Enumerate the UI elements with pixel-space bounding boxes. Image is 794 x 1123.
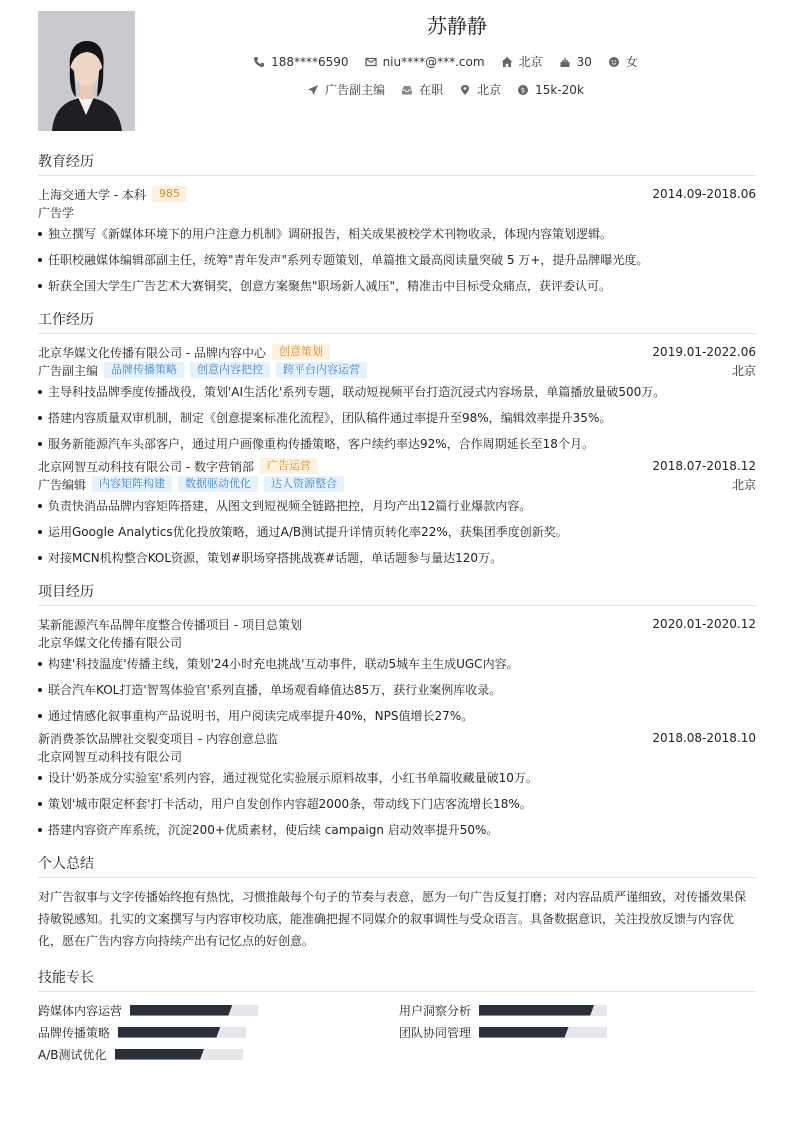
- project-name: 某新能源汽车品牌年度整合传播项目 - 项目总策划: [38, 617, 302, 632]
- candidate-name: 苏静静: [427, 14, 487, 38]
- skill-bar-fill: [479, 1027, 569, 1038]
- city-text: 北京: [477, 83, 502, 97]
- job-role: 广告编辑: [38, 477, 87, 492]
- skill-name: 跨媒体内容运营: [38, 1003, 123, 1018]
- list-item: 主导科技品牌季度传播战役，策划'AI生活化'系列专题，联动短视频平台打造沉浸式内容场景，单篇播放量破500万。: [38, 379, 756, 405]
- major: 广告学: [38, 205, 75, 220]
- list-item: 运用Google Analytics优化投放策略，通过A/B测试提升详情页转化率22%，获集团季度创新奖。: [38, 519, 756, 545]
- map-pin-icon: [459, 84, 471, 96]
- skill-bar: [479, 1005, 607, 1016]
- job-sub: [38, 361, 756, 379]
- home-icon: [501, 56, 513, 68]
- summary-section: [38, 853, 756, 952]
- company-name: 北京网智互动科技有限公司 - 数字营销部: [38, 459, 254, 474]
- age-item: [559, 53, 592, 70]
- summary-text: 对广告叙事与文字传播始终抱有热忱，习惯推敲每个句子的节奏与表意，愿为一句广告反复打磨；对内容品质严谨细致，对传播效果保持敏锐感知。扎实的文案撰写与内容审校功底，能准确把握不同媒介的叙事调性与受众语言。具备数据意识，关注投放反馈与内容优化，愿在广告内容方向持续产出有记忆点的好创意。: [38, 890, 747, 948]
- list-item: 独立撰写《新媒体环境下的用户注意力机制》调研报告，相关成果被校学术刊物收录，体现内容策划逻辑。: [38, 221, 756, 247]
- job-city: 北京: [731, 363, 756, 378]
- status-item: [401, 81, 443, 98]
- project-company: 北京网智互动科技有限公司: [38, 749, 183, 764]
- money-icon: [517, 84, 529, 96]
- skill-bar-fill: [130, 1005, 232, 1016]
- job-date: 2019.01-2022.06: [652, 345, 756, 359]
- section-title: 技能专长: [38, 967, 756, 992]
- skill-tag: 内容矩阵构建: [92, 476, 172, 492]
- skill-tag: 达人资源整合: [264, 476, 344, 492]
- job-city: 北京: [731, 477, 756, 492]
- job-role: 广告副主编: [38, 363, 99, 378]
- skill-tag: 创意内容把控: [190, 362, 270, 378]
- project-name: 新消费茶饮品牌社交裂变项目 - 内容创意总监: [38, 731, 278, 746]
- email-item: [365, 53, 485, 70]
- list-item: 构建'科技温度'传播主线，策划'24小时充电挑战'互动事件，联动5城车主生成UGC内容。: [38, 651, 756, 677]
- send-icon: [307, 84, 319, 96]
- skills-grid: [38, 1001, 756, 1071]
- job-bullets: [38, 493, 756, 571]
- skill-item: [38, 1045, 243, 1063]
- project-bullets: [38, 651, 756, 729]
- person-icon: [608, 56, 620, 68]
- job-entry-head: [38, 343, 756, 361]
- education-date: 2014.09-2018.06: [652, 187, 756, 201]
- list-item: 联合汽车KOL打造'智驾体验官'系列直播，单场观看峰值达85万，获行业案例库收录。: [38, 677, 756, 703]
- section-title: 教育经历: [38, 151, 756, 176]
- position-item: [307, 81, 385, 98]
- skill-tag: 跨平台内容运营: [276, 362, 367, 378]
- job-bullets: [38, 379, 756, 457]
- skill-name: 团队协同管理: [399, 1025, 472, 1040]
- skill-name: A/B测试优化: [38, 1047, 107, 1062]
- status-text: 在职: [419, 83, 444, 97]
- skill-tag: 品牌传播策略: [104, 362, 184, 378]
- inbox-icon: [401, 84, 413, 96]
- svg-text:$: $: [520, 86, 526, 95]
- skill-bar: [115, 1049, 243, 1060]
- phone-item: [253, 53, 348, 70]
- cake-icon: [559, 56, 571, 68]
- skill-item: [399, 1023, 607, 1041]
- education-bullets: [38, 221, 756, 299]
- location-item: [501, 53, 543, 70]
- phone-text: 188****6590: [271, 54, 349, 69]
- list-item: 通过情感化叙事重构产品说明书，用户阅读完成率提升40%，NPS值增长27%。: [38, 703, 756, 729]
- job-date: 2018.07-2018.12: [652, 459, 756, 473]
- list-item: 服务新能源汽车头部客户，通过用户画像重构传播策略，客户续约率达92%，合作周期延长至18个月。: [38, 431, 756, 457]
- list-item: 设计'奶茶成分实验室'系列内容，通过视觉化实验展示原料故事，小红书单篇收藏量破10万。: [38, 765, 756, 791]
- skill-item: [38, 1023, 246, 1041]
- skill-bar-fill: [118, 1027, 220, 1038]
- skill-tag: 数据驱动优化: [178, 476, 258, 492]
- section-title: 项目经历: [38, 581, 756, 606]
- gender-text: 女: [625, 55, 638, 69]
- mail-icon: [365, 56, 377, 68]
- skill-bar-fill: [115, 1049, 205, 1060]
- job-tag: 创意策划: [272, 344, 330, 360]
- list-item: 策划'城市限定杯套'打卡活动，用户自发创作内容超2000条，带动线下门店客流增长18%。: [38, 791, 756, 817]
- phone-icon: [253, 56, 265, 68]
- location-text: 北京: [518, 55, 543, 69]
- skill-bar: [130, 1005, 258, 1016]
- company-name: 北京华媒文化传播有限公司 - 品牌内容中心: [38, 345, 266, 360]
- skill-bar-fill: [479, 1005, 594, 1016]
- skill-item: [399, 1001, 607, 1019]
- project-company: 北京华媒文化传播有限公司: [38, 635, 183, 650]
- school-tag: 985: [152, 186, 187, 202]
- section-title: 工作经历: [38, 309, 756, 334]
- list-item: 搭建内容资产库系统，沉淀200+优质素材，使后续 campaign 启动效率提升50%。: [38, 817, 756, 843]
- work-section: [38, 309, 756, 571]
- skills-section: [38, 967, 756, 1071]
- school-name: 上海交通大学 - 本科: [38, 187, 146, 202]
- project-entry-head: [38, 729, 756, 747]
- contact-row: [135, 53, 756, 70]
- job-intent-row: [135, 81, 756, 98]
- job-tag: 广告运营: [260, 458, 318, 474]
- education-entry-head: [38, 185, 756, 203]
- city-item: [459, 81, 501, 98]
- projects-section: [38, 581, 756, 843]
- skill-bar: [118, 1027, 246, 1038]
- list-item: 任职校融媒体编辑部副主任，统筹"青年发声"系列专题策划，单篇推文最高阅读量突破 5 万+，提升品牌曝光度。: [38, 247, 756, 273]
- age-text: 30: [576, 54, 592, 69]
- list-item: 斩获全国大学生广告艺术大赛铜奖，创意方案聚焦"职场新人减压"，精准击中目标受众痛点，获评委认可。: [38, 273, 756, 299]
- salary-text: 15k-20k: [535, 82, 584, 97]
- project-entry-head: [38, 615, 756, 633]
- skill-bar: [479, 1027, 607, 1038]
- list-item: 对接MCN机构整合KOL资源，策划#职场穿搭挑战赛#话题，单话题参与量达120万。: [38, 545, 756, 571]
- skill-name: 品牌传播策略: [38, 1025, 111, 1040]
- list-item: 搭建内容质量双审机制，制定《创意提案标准化流程》，团队稿件通过率提升至98%，编辑效率提升35%。: [38, 405, 756, 431]
- project-date: 2020.01-2020.12: [652, 617, 756, 631]
- education-section: [38, 151, 756, 299]
- project-bullets: [38, 765, 756, 843]
- email-text: niu****@***.com: [382, 54, 485, 69]
- project-date: 2018.08-2018.10: [652, 731, 756, 745]
- job-sub: [38, 475, 756, 493]
- list-item: 负责快消品品牌内容矩阵搭建，从图文到短视频全链路把控，月均产出12篇行业爆款内容。: [38, 493, 756, 519]
- job-entry-head: [38, 457, 756, 475]
- position-text: 广告副主编: [325, 83, 386, 97]
- skill-item: [38, 1001, 258, 1019]
- salary-item: [517, 81, 584, 98]
- skill-name: 用户洞察分析: [399, 1003, 472, 1018]
- gender-item: [608, 53, 638, 70]
- section-title: 个人总结: [38, 853, 756, 878]
